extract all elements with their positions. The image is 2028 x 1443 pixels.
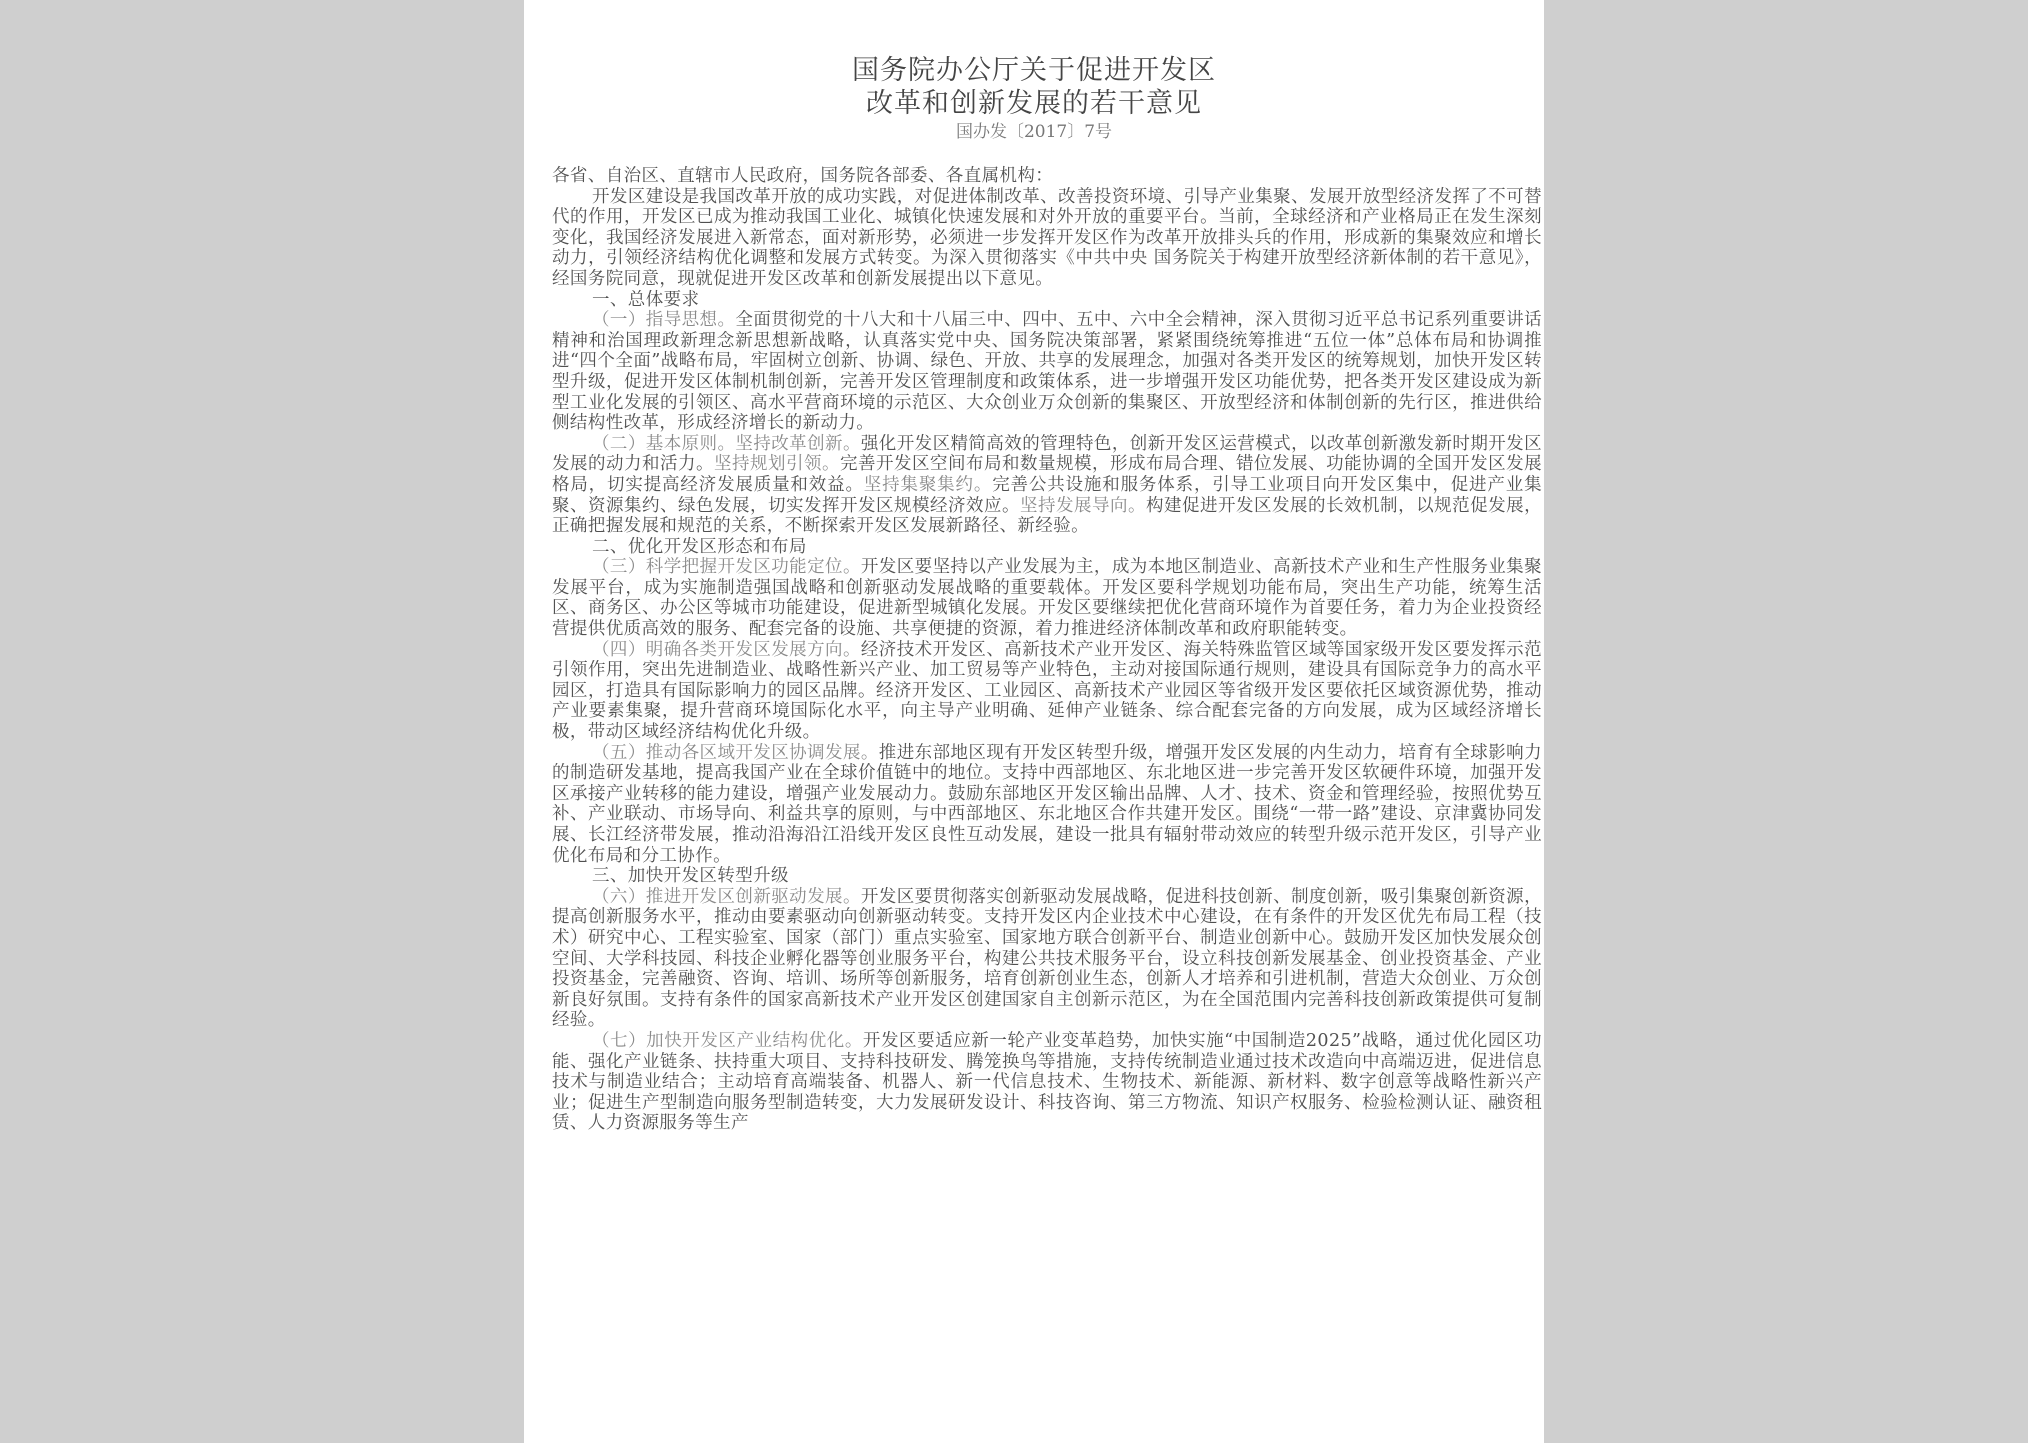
subheading-5: （五）推动各区域开发区协调发展。 (592, 742, 879, 763)
subheading-6: （六）推进开发区创新驱动发展。 (592, 886, 861, 907)
subheading-2b: 坚持规划引领。 (714, 454, 841, 475)
paragraph-3 (552, 557, 1542, 639)
paragraph-2-text-a: 强化开发区精简高效的管理特色，创新开发区运营模式，以改革创新激发新时期开发区发展的动力和活力。 (552, 433, 1542, 475)
paragraph-1-text: 全面贯彻党的十八大和十八届三中、四中、五中、六中全会精神，深入贯彻习近平总书记系列重要讲话精神和治国理政新理念新思想新战略，认真落实党中央、国务院决策部署，紧紧围绕统筹推进“五位一体”总体布局和协调推进“四个全面”战略布局，牢固树立创新、协调、绿色、开放、共享的发展理念，加强对各类开发区的统筹规划，加快开发区转型升级，促进开发区体制机制创新，完善开发区管理制度和政策体系，进一步增强开发区功能优势，把各类开发区建设成为新型工业化发展的引领区、高水平营商环境的示范区、大众创业万众创新的集聚区、开放型经济和体制创新的先行区，推进供给侧结构性改革，形成经济增长的新动力。 (552, 310, 1542, 434)
document-number: 国办发〔2017〕7号 (955, 122, 1113, 142)
paragraph-1 (552, 310, 1542, 434)
subheading-3: （三）科学把握开发区功能定位。 (592, 557, 861, 578)
section-heading-3: 三、加快开发区转型升级 (592, 866, 789, 887)
subheading-7: （七）加快开发区产业结构优化。 (592, 1030, 863, 1051)
paragraph-3-text: 开发区要坚持以产业发展为主，成为本地区制造业、高新技术产业和生产性服务业集聚发展平台，成为实施制造强国战略和创新驱动发展战略的重要载体。开发区要科学规划功能布局，突出生产功能，统筹生活区、商务区、办公区等城市功能建设，促进新型城镇化发展。开发区要继续把优化营商环境作为首要任务，着力为企业投资经营提供优质高效的服务、配套完备的设施、共享便捷的资源，着力推进经济体制改革和政府职能转变。 (552, 557, 1542, 640)
document-body (552, 166, 1542, 1134)
subheading-2: （二）基本原则。坚持改革创新。 (592, 433, 861, 454)
paragraph-4-text: 经济技术开发区、高新技术产业开发区、海关特殊监管区域等国家级开发区要发挥示范引领作用，突出先进制造业、战略性新兴产业、加工贸易等产业特色，主动对接国际通行规则，建设具有国际竞争力的高水平园区，打造具有国际影响力的园区品牌。经济开发区、工业园区、高新技术产业园区等省级开发区要依托区域资源优势，推动产业要素集聚，提升营商环境国际化水平，向主导产业明确、延伸产业链条、综合配套完备的方向发展，成为区域经济增长极，带动区域经济结构优化升级。 (552, 639, 1542, 743)
title-line-2: 改革和创新发展的若干意见 (866, 88, 1202, 119)
section-heading-2: 二、优化开发区形态和布局 (592, 536, 807, 557)
subheading-2c: 坚持集聚集约。 (863, 474, 993, 495)
paragraph-5 (552, 743, 1542, 867)
intro-paragraph: 开发区建设是我国改革开放的成功实践，对促进体制改革、改善投资环境、引导产业集聚、发展开放型经济发挥了不可替代的作用，开发区已成为推动我国工业化、城镇化快速发展和对外开放的重要平台。当前，全球经济和产业格局正在发生深刻变化，我国经济发展进入新常态，面对新形势，必须进一步发挥开发区作为改革开放排头兵的作用，形成新的集聚效应和增长动力，引领经济结构优化调整和发展方式转变。为深入贯彻落实《中共中央 国务院关于构建开放型经济新体制的若干意见》，经国务院同意，现就促进开发区改革和创新发展提出以下意见。 (552, 186, 1542, 289)
document-header (524, 0, 1544, 144)
document-page (524, 0, 1544, 1443)
paragraph-2 (552, 434, 1542, 537)
subheading-1: （一）指导思想。 (592, 310, 736, 331)
salutation: 各省、自治区、直辖市人民政府，国务院各部委、各直属机构： (552, 166, 1054, 186)
paragraph-7 (552, 1031, 1542, 1134)
paragraph-2-text-b: 完善开发区空间布局和数量规模，形成布局合理、错位发展、功能协调的全国开发区发展格局，切实提高经济发展质量和效益。 (552, 454, 1542, 495)
paragraph-2-text-c: 完善公共设施和服务体系，引导工业项目向开发区集中，促进产业集聚、资源集约、绿色发展，切实发挥开发区规模经济效应。 (552, 474, 1542, 516)
paragraph-6 (552, 887, 1542, 1031)
paragraph-4 (552, 640, 1542, 743)
paragraph-6-text: 开发区要贯彻落实创新驱动发展战略，促进科技创新、制度创新，吸引集聚创新资源，提高创新服务水平，推动由要素驱动向创新驱动转变。支持开发区内企业技术中心建设，在有条件的开发区优先布局工程（技术）研究中心、工程实验室、国家（部门）重点实验室、国家地方联合创新平台、制造业创新中心。鼓励开发区加快发展众创空间、大学科技园、科技企业孵化器等创业服务平台，构建公共技术服务平台，设立科技创新发展基金、创业投资基金、产业投资基金，完善融资、咨询、培训、场所等创新服务，培育创新创业生态，创新人才培养和引进机制，营造大众创业、万众创新良好氛围。支持有条件的国家高新技术产业开发区创建国家自主创新示范区，为在全国范围内完善科技创新政策提供可复制经验。 (552, 886, 1542, 1031)
paragraph-2-text-d: 构建促进开发区发展的长效机制，以规范促发展，正确把握发展和规范的关系，不断探索开发区发展新路径、新经验。 (552, 495, 1542, 537)
subheading-2d: 坚持发展导向。 (1020, 495, 1147, 516)
paragraph-5-text: 推进东部地区现有开发区转型升级，增强开发区发展的内生动力，培育有全球影响力的制造研发基地，提高我国产业在全球价值链中的地位。支持中西部地区、东北地区进一步完善开发区软硬件环境，加强开发区承接产业转移的能力建设，增强产业发展动力。鼓励东部地区开发区输出品牌、人才、技术、资金和管理经验，按照优势互补、产业联动、市场导向、利益共享的原则，与中西部地区、东北地区合作共建开发区。围绕“一带一路”建设、京津冀协同发展、长江经济带发展，推动沿海沿江沿线开发区良性互动发展，建设一批具有辐射带动效应的转型升级示范开发区，引导产业优化布局和分工协作。 (552, 742, 1542, 866)
title-line-1: 国务院办公厅关于促进开发区 (852, 55, 1216, 86)
subheading-4: （四）明确各类开发区发展方向。 (592, 639, 861, 660)
section-heading-1: 一、总体要求 (592, 289, 700, 310)
paragraph-7-text: 开发区要适应新一轮产业变革趋势，加快实施“中国制造2025”战略，通过优化园区功能、强化产业链条、扶持重大项目、支持科技研发、腾笼换鸟等措施，支持传统制造业通过技术改造向中高端迈进，促进信息技术与制造业结合；主动培育高端装备、机器人、新一代信息技术、生物技术、新能源、新材料、数字创意等战略性新兴产业；促进生产型制造向服务型制造转变，大力发展研发设计、科技咨询、第三方物流、知识产权服务、检验检测认证、融资租赁、人力资源服务等生产 (552, 1030, 1542, 1134)
